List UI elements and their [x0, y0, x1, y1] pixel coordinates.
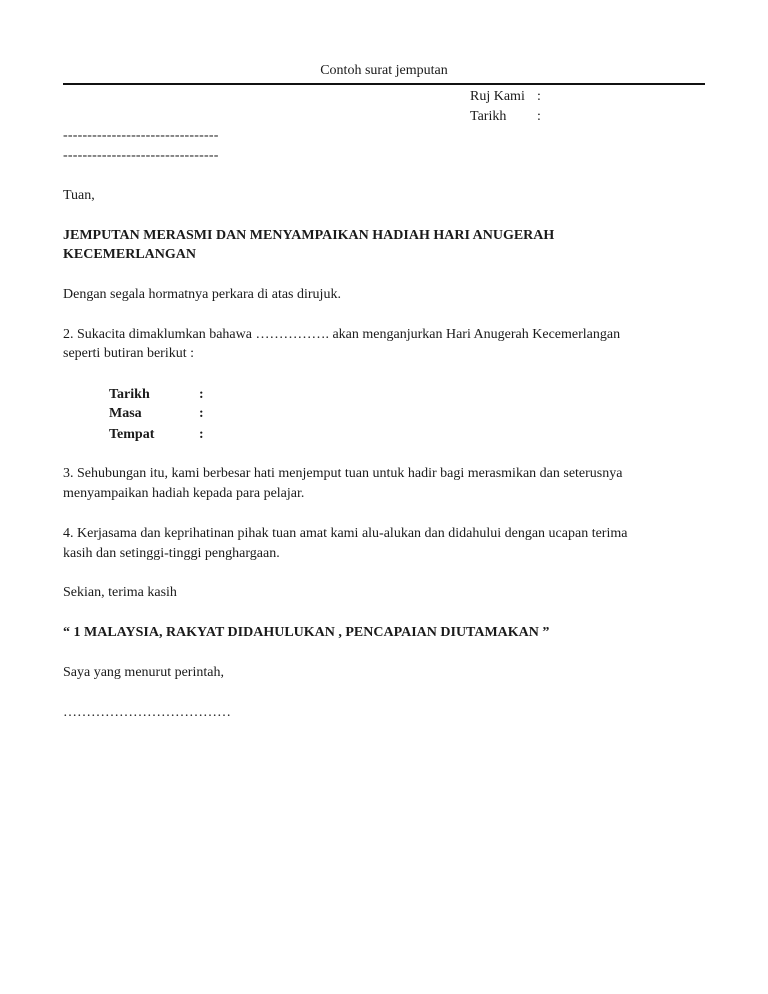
- detail-tempat-label: Tempat: [109, 427, 155, 442]
- closing-yours: Saya yang menurut perintah,: [63, 665, 224, 680]
- slogan: “ 1 MALAYSIA, RAKYAT DIDAHULUKAN , PENCAPAIAN DIUTAMAKAN ”: [63, 625, 550, 640]
- address-line-1: --------------------------------: [63, 128, 219, 143]
- header-divider: [63, 83, 705, 85]
- ruj-kami-colon: :: [537, 89, 541, 104]
- detail-tarikh-colon: :: [199, 387, 204, 402]
- address-line-2: --------------------------------: [63, 148, 219, 163]
- signature-line: ………………………………: [63, 705, 231, 720]
- paragraph-3-line-1: 3. Sehubungan itu, kami berbesar hati menjemput tuan untuk hadir bagi merasmikan dan seterusnya: [63, 466, 623, 481]
- subject-line-1: JEMPUTAN MERASMI DAN MENYAMPAIKAN HADIAH HARI ANUGERAH: [63, 228, 555, 243]
- paragraph-2-line-2: seperti butiran berikut :: [63, 346, 195, 361]
- detail-masa-colon: :: [199, 406, 204, 421]
- detail-tempat-colon: :: [199, 427, 204, 442]
- ruj-kami-label: Ruj Kami: [470, 89, 525, 104]
- tarikh-ref-colon: :: [537, 109, 541, 124]
- paragraph-1: Dengan segala hormatnya perkara di atas dirujuk.: [63, 287, 341, 302]
- paragraph-4-line-1: 4. Kerjasama dan keprihatinan pihak tuan amat kami alu-alukan dan didahului dengan ucapan terima: [63, 526, 628, 541]
- paragraph-3-line-2: menyampaikan hadiah kepada para pelajar.: [63, 486, 305, 501]
- closing-thanks: Sekian, terima kasih: [63, 585, 177, 600]
- tarikh-ref-label: Tarikh: [470, 109, 507, 124]
- document-title: Contoh surat jemputan: [320, 63, 448, 78]
- salutation: Tuan,: [63, 188, 95, 203]
- paragraph-2-line-1: 2. Sukacita dimaklumkan bahawa ……………. akan menganjurkan Hari Anugerah Kecemerlangan: [63, 327, 621, 342]
- detail-masa-label: Masa: [109, 406, 142, 421]
- subject-line-2: KECEMERLANGAN: [63, 247, 197, 262]
- detail-tarikh-label: Tarikh: [109, 387, 150, 402]
- paragraph-4-line-2: kasih dan setinggi-tinggi penghargaan.: [63, 546, 280, 561]
